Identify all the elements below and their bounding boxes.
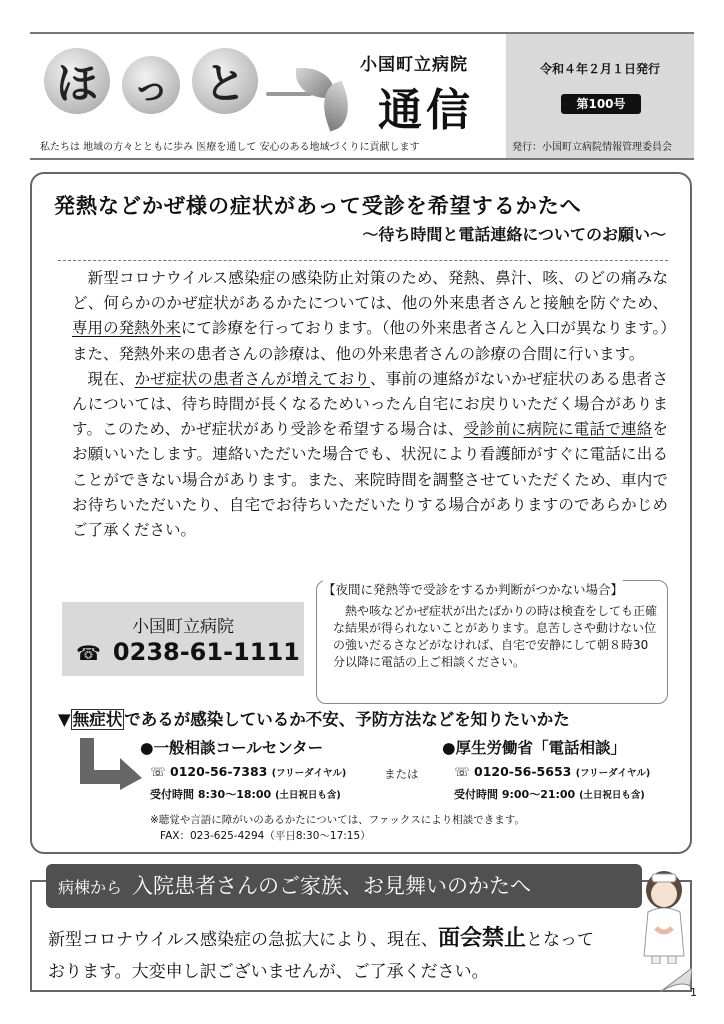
visitor-notice-text	[48, 922, 608, 988]
tel-note: (フリーダイヤル)	[271, 768, 347, 779]
turn-arrow-icon	[76, 736, 146, 790]
text: 新型コロナウイルス感染症の感染防止対策のため、発熱、鼻汁、咳、のどの痛みなど、何らかのかぜ症状があるかたについては、他の外来患者さんと接触を防ぐため、	[72, 269, 668, 313]
fax-note: ※聴覚や言語に障がいのあるかたについては、ファックスにより相談できます。	[150, 814, 525, 826]
nurse-illustration	[636, 868, 692, 964]
hospital-phone-number[interactable]	[76, 638, 300, 666]
banner-small: 病棟から	[58, 878, 123, 897]
banner-large: 入院患者さんのご家族、お見舞いのかたへ	[132, 874, 532, 898]
hours-note: (土日祝日も含)	[579, 790, 645, 801]
hours-text: 受付時間 8:30～18:00	[150, 788, 272, 801]
phone-number-text: 0238-61-1111	[112, 638, 300, 666]
issue-number: 第100号	[561, 94, 641, 114]
article-subtitle: ～待ち時間と電話連絡についてのお願い～	[362, 225, 666, 244]
fax-number: FAX：023-625-4294（平日8:30～17:15）	[160, 830, 371, 842]
tel-number: 0120-56-7383	[170, 764, 268, 779]
hospital-phone-box	[62, 602, 304, 676]
night-note-body	[333, 603, 657, 671]
call-center-tel[interactable]	[150, 764, 346, 779]
logo-char-to: と	[192, 48, 258, 114]
call-center-hours	[150, 786, 341, 802]
page-number: 1	[690, 986, 697, 999]
underlined-text: 受診前に病院に電話で連絡	[463, 420, 653, 439]
hospital-name: 小国町立病院	[360, 55, 468, 75]
underlined-text: かぜ症状の患者さんが増えており	[134, 369, 370, 388]
leaf-stem	[266, 92, 312, 96]
text: にて診療を行っております。（他の外来患者さんと入口が異なります。）また、発熱外来の患者さんの診療は、他の外来患者さんの診療の合間に行います。	[72, 319, 668, 363]
tel-note: (フリーダイヤル)	[575, 768, 651, 779]
boxed-text: 無症状	[72, 710, 123, 729]
underlined-text: 専用の発熱外来	[72, 319, 181, 338]
phone-icon: ☏	[150, 764, 166, 779]
logo-char-ho: ほ	[44, 48, 110, 114]
page-curl-icon	[660, 968, 692, 992]
or-text: または	[384, 767, 419, 781]
fever-article	[30, 172, 692, 854]
night-note-title: 【夜間に発熱等で受診をするか判断がつかない場合】	[323, 582, 624, 597]
text: 新型コロナウイルス感染症の急拡大により、現在、	[48, 930, 438, 950]
hours-text: 受付時間 9:00～21:00	[454, 788, 576, 801]
triangle-icon: ▼	[58, 710, 71, 729]
telephone-icon: ☎	[76, 641, 101, 665]
asymptomatic-heading	[58, 706, 570, 730]
visitor-notice	[30, 874, 692, 992]
issue-date: 令和４年２月１日発行	[539, 62, 660, 76]
phone-icon: ☏	[454, 764, 470, 779]
issue-panel	[506, 32, 694, 160]
night-note-box	[316, 580, 668, 704]
motto: 私たちは 地域の方々とともに歩み 医療を通して 安心のある地域づくりに貢献します	[40, 142, 420, 153]
paragraph-2	[72, 367, 668, 543]
night-note-text: 熱や咳などかぜ症状が出たばかりの時は検査をしても正確な結果が得られないことがあります。息苦しさや動けない位の強いだるさなどがなければ、自宅で安静にして朝８時30分以降に電話の上ご相談ください。	[333, 604, 658, 669]
masthead	[30, 32, 506, 160]
visiting-prohibited: 面会禁止	[437, 925, 526, 951]
newsletter-header	[30, 32, 694, 156]
article-title: 発熱などかぜ様の症状があって受診を希望するかたへ	[54, 194, 582, 218]
paragraph-1	[72, 266, 668, 367]
heading-text: であるが感染しているか不安、予防方法などを知りたいかた	[124, 710, 570, 729]
mhlw-tel[interactable]	[454, 764, 650, 779]
text: をお願いいたします。連絡いただいた場合でも、状況により看護師がすぐに電話に出ることができない場合があります。また、来院時間を調整させていただくため、車内でお待ちいただいたり、自宅でお待ちいただいたりする場合がありますのであらかじめご了承ください。	[72, 420, 668, 540]
hours-note: (土日祝日も含)	[275, 790, 341, 801]
mhlw-name: ●厚生労働省「電話相談」	[442, 739, 627, 757]
article-body	[72, 266, 668, 543]
publisher: 発行：小国町立病院情報管理委員会	[512, 142, 672, 153]
visitor-banner	[46, 864, 642, 908]
call-center-name: ●一般相談コールセンター	[140, 739, 324, 757]
text: 、事前の連絡がないかぜ症状のある患者さんについては、待ち時間が長くなるためいったん自宅にお戻りいただく場合があります。このため、かぜ症状があり受診を希望する場合は、	[72, 369, 668, 439]
phone-hospital-name: 小国町立病院	[132, 617, 234, 637]
newsletter-title: 通信	[378, 85, 474, 136]
text: となっております。大変申し訳ございませんが、ご了承ください。	[48, 930, 594, 982]
divider	[58, 260, 668, 261]
text: 現在、	[87, 369, 135, 388]
mhlw-hours	[454, 786, 645, 802]
logo-char-tsu: っ	[122, 56, 180, 114]
tel-number: 0120-56-5653	[474, 764, 572, 779]
